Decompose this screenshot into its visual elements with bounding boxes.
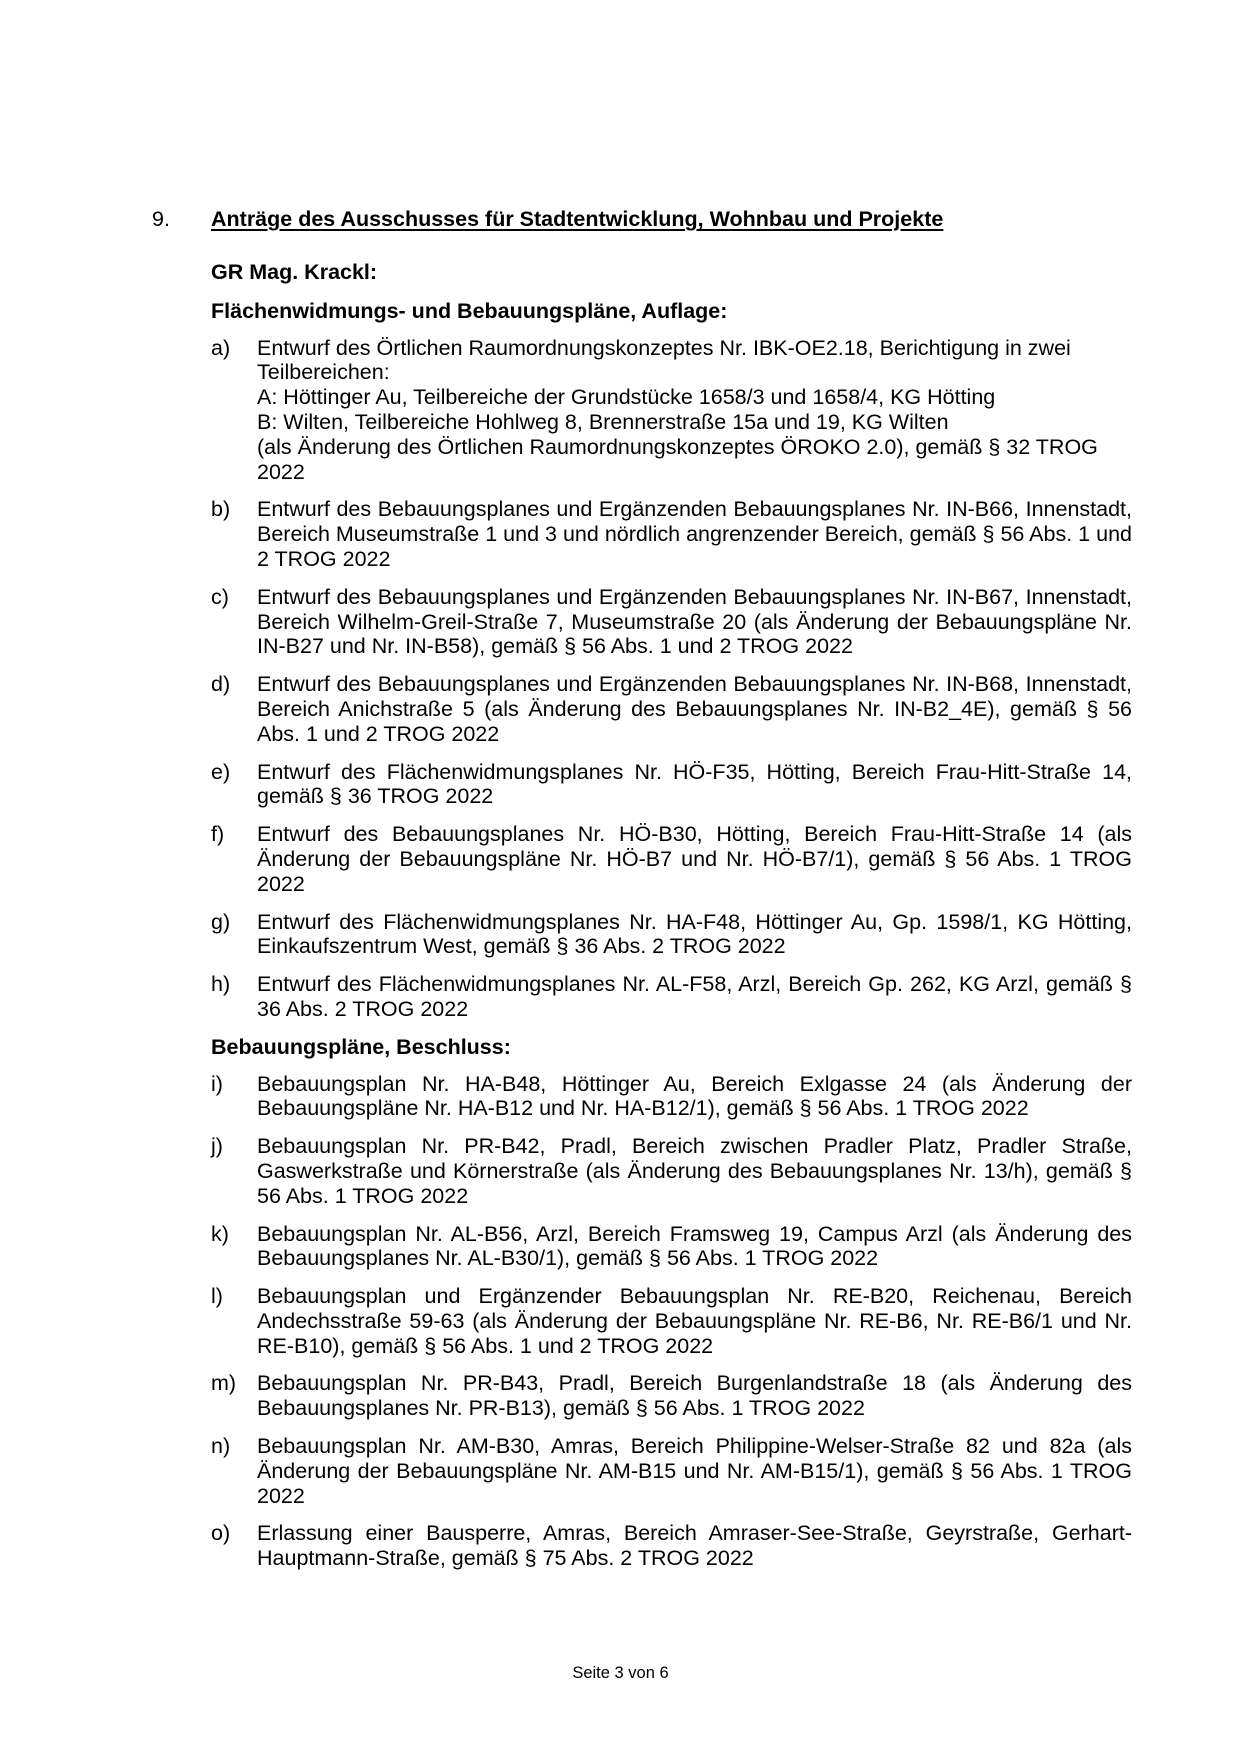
item-letter: a) (211, 335, 231, 360)
item-letter: c) (211, 584, 229, 609)
item-text: Entwurf des Bebauungsplanes und Ergänzenden Bebauungsplanes Nr. IN-B68, Innenstadt, Bereich Anichstraße 5 (als Änderung des Bebauungsplanes Nr. IN-B2_4E), gemäß § 56 Abs. 1 und 2 TROG 2022 (257, 672, 1132, 746)
item-text: Bebauungsplan und Ergänzender Bebauungsplan Nr. RE-B20, Reichenau, Bereich Andechsstraße 59-63 (als Änderung der Bebauungspläne Nr. RE-B6, Nr. RE-B6/1 und Nr. RE-B10), gemäß § 56 Abs. 1 und 2 TROG 2022 (257, 1284, 1132, 1358)
item-text: Erlassung einer Bausperre, Amras, Bereich Amraser-See-Straße, Geyrstraße, Gerhart-Hauptmann-Straße, gemäß § 75 Abs. 2 TROG 2022 (257, 1521, 1132, 1571)
item-text: Bebauungsplan Nr. AM-B30, Amras, Bereich Philippine-Welser-Straße 82 und 82a (als Änderung der Bebauungspläne Nr. AM-B15 und Nr. AM-B15/1), gemäß § 56 Abs. 1 TROG 2022 (257, 1434, 1132, 1508)
list-item-g (211, 910, 1132, 960)
item-letter: b) (211, 497, 231, 522)
item-text: Entwurf des Flächenwidmungsplanes Nr. HÖ-F35, Hötting, Bereich Frau-Hitt-Straße 14, gemäß § 36 TROG 2022 (257, 759, 1132, 809)
item-letter: g) (211, 909, 231, 934)
list-item-h (211, 972, 1132, 1022)
list-item-j (211, 1134, 1132, 1208)
subheading-auflage: Flächenwidmungs- und Bebauungspläne, Auflage: (211, 298, 728, 323)
list-item-d (211, 672, 1132, 746)
list-item-a (211, 336, 1132, 485)
item-text: Entwurf des Bebauungsplanes Nr. HÖ-B30, Hötting, Bereich Frau-Hitt-Straße 14 (als Änderung der Bebauungspläne Nr. HÖ-B7 und Nr. HÖ-B7/1), gemäß § 56 Abs. 1 TROG 2022 (257, 822, 1132, 896)
agenda-content (211, 260, 1132, 1584)
speaker-name: GR Mag. Krackl: (211, 260, 378, 284)
item-letter: d) (211, 672, 231, 697)
item-text: Bebauungsplan Nr. AL-B56, Arzl, Bereich Framsweg 19, Campus Arzl (als Änderung des Bebauungsplanes Nr. AL-B30/1), gemäß § 56 Abs. 1 TROG 2022 (257, 1221, 1132, 1271)
item-letter: k) (211, 1221, 229, 1246)
item-text: Entwurf des Flächenwidmungsplanes Nr. HA-F48, Höttinger Au, Gp. 1598/1, KG Hötting, Einkaufszentrum West, gemäß § 36 Abs. 2 TROG 2022 (257, 909, 1132, 959)
list-item-l (211, 1284, 1132, 1358)
item-letter: f) (211, 822, 225, 847)
item-letter: e) (211, 759, 231, 784)
item-letter: m) (211, 1371, 237, 1396)
item-letter: h) (211, 972, 231, 997)
item-text: Entwurf des Bebauungsplanes und Ergänzenden Bebauungsplanes Nr. IN-B66, Innenstadt, Bereich Museumstraße 1 und 3 und nördlich angrenzender Bereich, gemäß § 56 Abs. 1 und 2 TROG 2022 (257, 497, 1132, 571)
item-text: Entwurf des Flächenwidmungsplanes Nr. AL-F58, Arzl, Bereich Gp. 262, KG Arzl, gemäß § 36 Abs. 2 TROG 2022 (257, 972, 1132, 1021)
item-text: Bebauungsplan Nr. PR-B42, Pradl, Bereich zwischen Pradler Platz, Pradler Straße, Gaswerkstraße und Körnerstraße (als Änderung des Bebauungsplanes Nr. 13/h), gemäß § 56 Abs. 1 TROG 2022 (257, 1134, 1132, 1208)
item-a-line-b: B: Wilten, Teilbereiche Hohlweg 8, Brennerstraße 15a und 19, KG Wilten (257, 409, 949, 434)
item-letter: n) (211, 1434, 231, 1459)
list-item-b (211, 497, 1132, 571)
item-text: Bebauungsplan Nr. HA-B48, Höttinger Au, Bereich Exlgasse 24 (als Änderung der Bebauungspläne Nr. HA-B12 und Nr. HA-B12/1), gemäß § 56 Abs. 1 TROG 2022 (257, 1071, 1132, 1121)
item-text: Entwurf des Bebauungsplanes und Ergänzenden Bebauungsplanes Nr. IN-B67, Innenstadt, Bereich Wilhelm-Greil-Straße 7, Museumstraße 20 (als Änderung der Bebauungspläne Nr. IN-B27 und Nr. IN-B58), gemäß § 56 Abs. 1 und 2 TROG 2022 (257, 584, 1132, 659)
item-letter: l) (211, 1284, 223, 1309)
page-number: Seite 3 von 6 (572, 1664, 669, 1682)
section-title: Anträge des Ausschusses für Stadtentwicklung, Wohnbau und Projekte (211, 207, 944, 231)
item-a-line-c: (als Änderung des Örtlichen Raumordnungskonzeptes ÖROKO 2.0), gemäß § 32 TROG 2022 (257, 434, 1098, 484)
list-item-k (211, 1222, 1132, 1272)
list-item-e (211, 760, 1132, 810)
item-a-intro: Entwurf des Örtlichen Raumordnungskonzeptes Nr. IBK-OE2.18, Berichtigung in zwei Teilbereichen: (257, 335, 1071, 385)
list-item-i (211, 1072, 1132, 1122)
item-a-line-a: A: Höttinger Au, Teilbereiche der Grundstücke 1658/3 und 1658/4, KG Hötting (257, 385, 996, 410)
section-number: 9. (152, 207, 170, 231)
item-text: Bebauungsplan Nr. PR-B43, Pradl, Bereich Burgenlandstraße 18 (als Änderung des Bebauungsplanes Nr. PR-B13), gemäß § 56 Abs. 1 TROG 2022 (257, 1371, 1132, 1421)
list-item-f (211, 822, 1132, 896)
list-item-c (211, 585, 1132, 659)
list-item-n (211, 1434, 1132, 1508)
page-footer (0, 1663, 1241, 1683)
list-item-o (211, 1521, 1132, 1571)
item-letter: o) (211, 1521, 231, 1546)
item-letter: j) (211, 1134, 223, 1159)
subheading-beschluss: Bebauungspläne, Beschluss: (211, 1034, 511, 1059)
item-letter: i) (211, 1071, 223, 1096)
list-item-m (211, 1371, 1132, 1421)
item-text (257, 336, 1132, 485)
